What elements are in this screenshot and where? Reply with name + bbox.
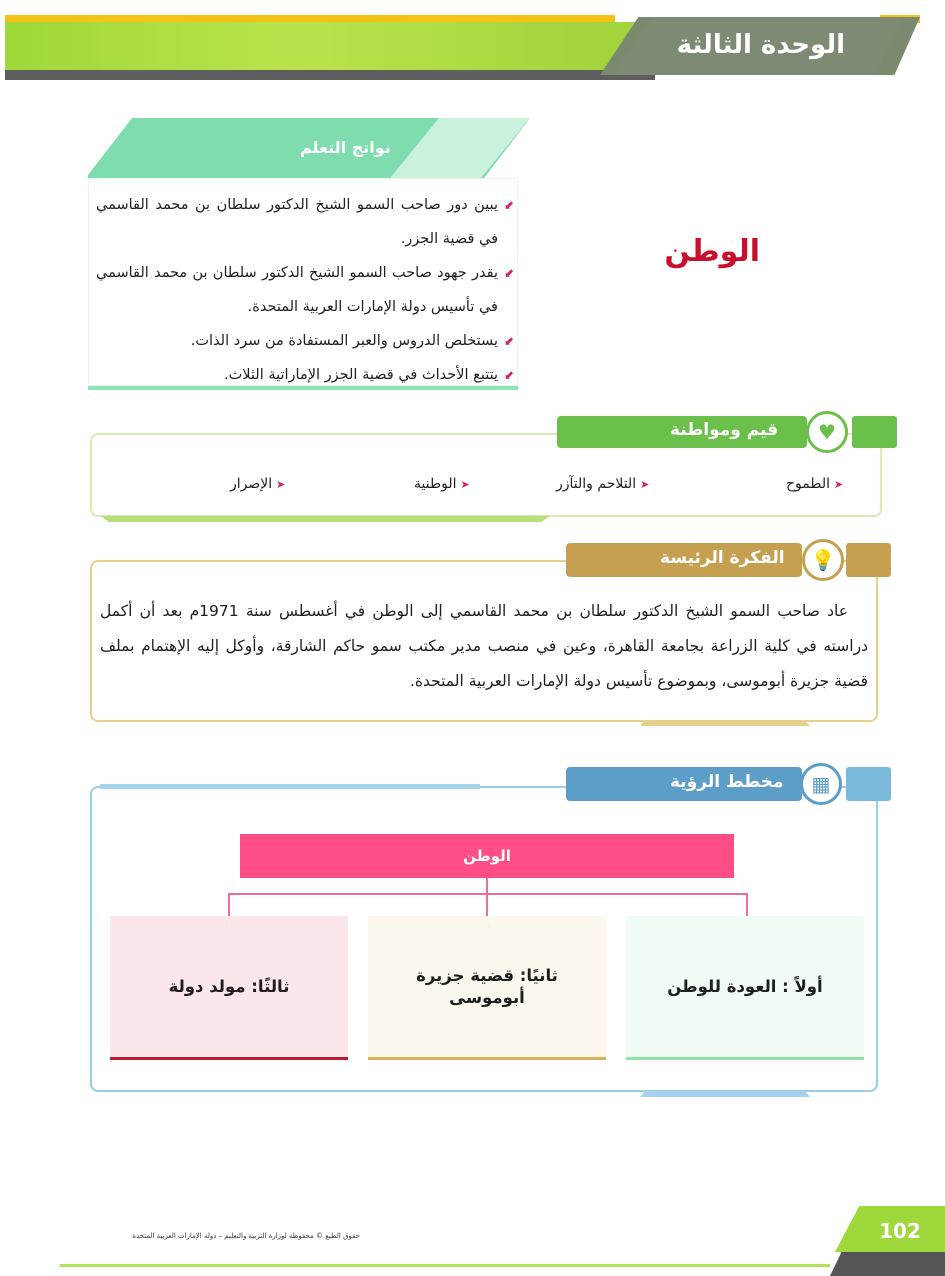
learning-outcomes-heading: نواتج التعلم bbox=[300, 138, 391, 157]
connector-line bbox=[746, 893, 748, 916]
list-item: ⬋ يبين دور صاحب السمو الشيخ الدكتور سلطان بن محمد القاسمي في قضية الجزر. bbox=[96, 188, 514, 256]
page-number: 102 bbox=[879, 1219, 921, 1243]
list-item: ⬋ يتتبع الأحداث في قضية الجزر الإماراتية الثلاث. bbox=[96, 358, 514, 392]
values-underline bbox=[100, 516, 550, 522]
arrow-bullet-icon: ⬋ bbox=[503, 334, 514, 348]
lesson-title: الوطن bbox=[664, 234, 760, 269]
value-item-ambition: ➤الطموح bbox=[786, 476, 844, 492]
building-chart-icon: ▦ bbox=[800, 763, 842, 805]
arrow-bullet-icon: ➤ bbox=[834, 478, 844, 491]
header-dark-strip bbox=[5, 70, 655, 80]
connector-line bbox=[228, 893, 748, 895]
mindmap-child-abu-musa: ثانيًا: قضية جزيرة أبوموسى bbox=[368, 916, 606, 1060]
connector-line bbox=[486, 893, 488, 916]
list-item: ⬋ يقدر جهود صاحب السمو الشيخ الدكتور سلطان بن محمد القاسمي في تأسيس دولة الإمارات العربية المتحدة. bbox=[96, 256, 514, 324]
mindmap-root-node: الوطن bbox=[240, 834, 734, 878]
list-item: ⬋ يستخلص الدروس والعبر المستفادة من سرد الذات. bbox=[96, 324, 514, 358]
connector-line bbox=[228, 893, 230, 916]
arrow-bullet-icon: ⬋ bbox=[503, 368, 514, 382]
mindmap-child-state-birth: ثالثًا: مولد دولة bbox=[110, 916, 348, 1060]
vision-map-heading: مخطط الرؤية bbox=[670, 772, 784, 792]
connector-line bbox=[486, 878, 488, 894]
vision-map-underline bbox=[640, 1091, 810, 1097]
vision-map-top-line bbox=[100, 784, 480, 789]
learning-outcomes-list bbox=[96, 188, 514, 392]
main-idea-text: عاد صاحب السمو الشيخ الدكتور سلطان بن محمد القاسمي إلى الوطن في أغسطس سنة 1971م بعد أن أكمل دراسته في كلية الزراعة بجامعة القاهرة، وعين في منصب مدير مكتب سمو حاكم الشارقة، وأوكل إليه الإهتمام بملف قضية جزيرة أبوموسى، وبموضوع تأسيس دولة الإمارات العربية المتحدة. bbox=[100, 602, 868, 690]
arrow-bullet-icon: ➤ bbox=[460, 478, 470, 491]
heart-hand-icon: ♥ bbox=[806, 411, 848, 453]
arrow-bullet-icon: ➤ bbox=[640, 478, 650, 491]
value-item-persistence: ➤الإصرار bbox=[230, 476, 286, 492]
main-idea-header-tab bbox=[846, 543, 891, 577]
mindmap-child-return: أولاً : العودة للوطن bbox=[626, 916, 864, 1060]
values-heading: قيم ومواطنة bbox=[670, 420, 779, 440]
values-header-tab bbox=[852, 416, 897, 448]
arrow-bullet-icon: ➤ bbox=[276, 478, 286, 491]
main-idea-heading: الفكرة الرئيسة bbox=[660, 548, 785, 568]
main-idea-underline bbox=[640, 720, 810, 726]
unit-title: الوحدة الثالثة bbox=[676, 30, 845, 60]
value-item-solidarity: ➤التلاحم والتآزر bbox=[556, 476, 650, 492]
page-number-strip bbox=[830, 1252, 945, 1276]
value-item-patriotism: ➤الوطنية bbox=[414, 476, 470, 492]
arrow-bullet-icon: ⬋ bbox=[503, 266, 514, 280]
copyright-text: حقوق الطبع © محفوظة لوزارة التربية والتعليم – دولة الإمارات العربية المتحدة bbox=[132, 1232, 360, 1240]
lightbulb-icon: 💡 bbox=[802, 539, 844, 581]
vision-map-header-tab bbox=[846, 767, 891, 801]
arrow-bullet-icon: ⬋ bbox=[503, 198, 514, 212]
header-banner bbox=[5, 22, 655, 72]
footer-line bbox=[60, 1264, 830, 1267]
